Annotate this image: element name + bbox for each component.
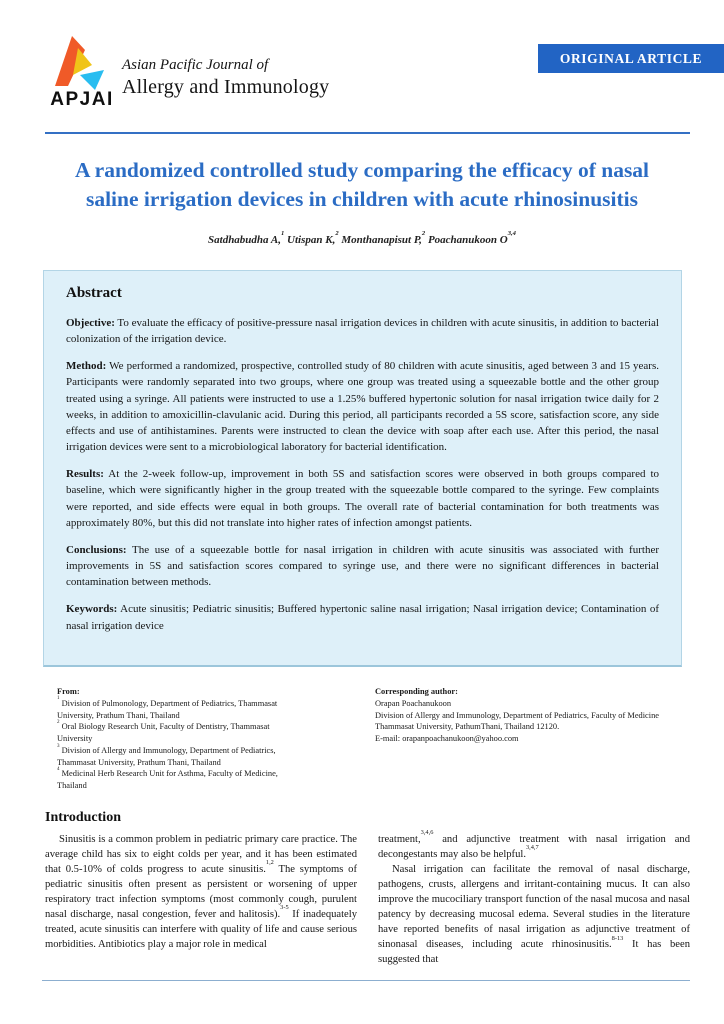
affiliation-1: $^1$ Division of Pulmonology, Department of Pediatrics, Thammasat University, Prathum Thani, Thailand [57,696,278,720]
journal-name [122,56,329,99]
affiliation-4: $^4$ Medicinal Herb Research Unit for Asthma, Faculty of Medicine, Thailand [57,767,278,791]
corresponding-author-block [375,686,665,745]
abstract-keywords-text: Acute sinusitis; Pediatric sinusitis; Buffered hypertonic saline nasal irrigation; Nasal irrigation device; Contamination of nasal irrigation device [66,603,659,632]
abstract-results [66,466,659,531]
affiliation-2: $^2$ Oral Biology Research Unit, Faculty of Dentistry, Thammasat University [57,719,270,744]
intro-paragraph-1-continued: treatment,$^{3,4,6}$ and adjunctive treatment with nasal irrigation and decongestants may also be helpful.$^{3,4,7}$ [378,829,690,861]
journal-name-line1: Asian Pacific Journal of [122,57,269,73]
authors-line: Satdhabudha A,$^1$ Utispan K,$^2$ Monthanapisut P,$^2$ Poachanukoon O$^{3,4}$ [208,230,516,246]
abstract-conclusions [66,542,659,590]
article-title [42,156,682,213]
abstract-objective-text: To evaluate the efficacy of positive-pressure nasal irrigation devices in children with acute sinusitis, in addition to bacterial colonization of the irrigation device. [66,317,659,346]
affiliations-block [57,686,297,792]
corresponding-author-address: Thammasat University, PathumThani, Thailand 12120. [375,722,560,732]
corresponding-author-label: Corresponding author: [375,687,458,696]
footer-divider [42,980,690,981]
abstract-keywords-label: Keywords: [66,603,118,616]
from-label: From: [57,687,80,696]
affiliation-3: $^3$ Division of Allergy and Immunology, Department of Pediatrics, Thammasat University, Prathum Thani, Thailand [57,743,276,767]
abstract-method [66,358,659,455]
intro-paragraph-1: Sinusitis is a common problem in pediatric primary care practice. The average child has six to eight colds per year, and it has been estimated that 0.5-10% of colds progress to acute sinusitis.$^{1,2}$ The symptoms of pediatric sinusitis often present as persistent or worsening of upper respiratory tract infection symptoms (most commonly cough, purulent nasal discharge, nasal congestion, fever and halitosis).$^{3-5}$ If inadequately treated, acute sinusitis can interfere with quality of life and cause serious morbidities. Antibiotics play a major role in medical [45,834,357,951]
abstract-objective [66,315,659,347]
abstract-conclusions-label: Conclusions: [66,543,127,556]
logo-cyan-shape [80,70,104,90]
article-title-line2: saline irrigation devices in children with acute rhinosinusitis [85,186,639,211]
journal-logo [46,34,118,111]
corresponding-author-email: E-mail: orapanpoachanukoon@yahoo.com [375,734,519,744]
abstract-box [43,270,682,667]
introduction-heading: Introduction [45,810,121,825]
logo-acronym: APJAI [50,89,114,110]
abstract-method-text: We performed a randomized, prospective, controlled study of 80 children with acute sinusitis, aged between 3 and 15 years. Participants were randomly separated into two groups, where one group was treated using a squeezable bottle and the other group treated using a syringe. All patients were instructed to use a 1.25% buffered hypertonic solution for nasal irrigation twice daily for 2 weeks, in addition to amoxicillin-clavulanic acid. During this period, all participants recorded a 5S score, satisfaction score, any side effects and use of antihistamines. Parents were instructed to clean the device with soap after each use. After this period, the nasal irrigation devices were sent to a microbiological laboratory for bacterial identification. [66,360,659,454]
article-type-badge: ORIGINAL ARTICLE [538,44,724,73]
apjai-logo-icon [51,34,113,92]
abstract-keywords [66,601,659,633]
corresponding-author-division: Division of Allergy and Immunology, Department of Pediatrics, Faculty of Medicine [375,710,659,720]
abstract-heading: Abstract [66,285,122,301]
abstract-objective-label: Objective: [66,317,115,329]
header-divider [45,132,690,134]
introduction-columns [45,829,690,967]
intro-column-right [378,829,690,967]
abstract-method-label: Method: [66,360,107,373]
corresponding-author-name: Orapan Poachanukoon [375,698,452,708]
intro-column-left [45,832,357,967]
article-title-line1: A randomized controlled study comparing the efficacy of nasal [74,158,650,182]
intro-paragraph-2: Nasal irrigation can facilitate the removal of nasal discharge, pathogens, crusts, allergens and irritant-containing mucus. It can also improve the mucociliary transport function of the nasal mucosa and nasal patency by decreasing mucosal edema. Several studies in the literature have reported benefits of nasal irrigation as adjunctive treatment of sinonasal diseases, including acute rhinosinusitis.$^{8-13}$ It has been suggested that [378,864,690,966]
abstract-results-label: Results: [66,468,104,481]
journal-name-line2: Allergy and Immunology [122,75,330,98]
abstract-conclusions-text: The use of a squeezable bottle for nasal irrigation in children with acute sinusitis was associated with further improvements in 5S and satisfaction scores compared to syringe use, and there were no significant differences in bacterial contamination between methods. [66,543,659,589]
abstract-results-text: At the 2-week follow-up, improvement in both 5S and satisfaction scores were observed in both groups compared to baseline, which were significantly higher in the group treated with the squeezable bottle compared to the syringe. Few complaints were reported, and side effects were equal in both groups. The overall rate of bacterial contamination for both treatments was approximately 80%, but this did not translate into higher rates of infection amongst patients. [66,468,659,529]
